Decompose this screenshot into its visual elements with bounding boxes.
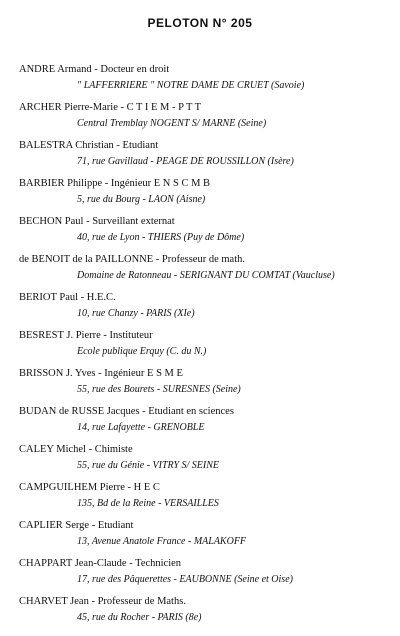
entry-name: BUDAN de RUSSE Jacques - Etudiant en sciences	[19, 406, 234, 417]
page-title: PELOTON N° 205	[147, 16, 253, 30]
roster-entry	[0, 520, 400, 560]
roster-entry	[0, 254, 400, 294]
roster-entry	[0, 140, 400, 180]
entry-name: BECHON Paul - Surveillant externat	[19, 216, 175, 227]
entry-name: BERIOT Paul - H.E.C.	[19, 292, 116, 303]
roster-entry	[0, 216, 400, 256]
entry-name: BALESTRA Christian - Etudiant	[19, 140, 159, 151]
entry-name: CAPLIER Serge - Etudiant	[19, 520, 134, 531]
entry-address: Ecole publique Erquy (C. du N.)	[77, 346, 207, 357]
entry-address: Central Tremblay NOGENT S/ MARNE (Seine)	[77, 118, 267, 129]
roster-entry	[0, 596, 400, 636]
entry-name: de BENOIT de la PAILLONNE - Professeur de math.	[19, 254, 245, 265]
roster-entry	[0, 444, 400, 484]
entry-address: 13, Avenue Anatole France - MALAKOFF	[77, 536, 247, 547]
roster-entry	[0, 330, 400, 370]
entry-name: CHAPPART Jean-Claude - Technicien	[19, 558, 182, 569]
entry-name: CAMPGUILHEM Pierre - H E C	[19, 482, 160, 493]
roster-entry	[0, 64, 400, 104]
roster-entry	[0, 292, 400, 332]
roster-entry	[0, 178, 400, 218]
entry-address: 10, rue Chanzy - PARIS (XIe)	[77, 308, 195, 319]
entry-name: BESREST J. Pierre - Instituteur	[19, 330, 153, 341]
roster-entry	[0, 558, 400, 598]
roster-entry	[0, 368, 400, 408]
entry-name: CALEY Michel - Chimiste	[19, 444, 133, 455]
entry-address: Domaine de Ratonneau - SERIGNANT DU COMTAT (Vaucluse)	[77, 270, 335, 281]
entry-address: 55, rue du Génie - VITRY S/ SEINE	[77, 460, 220, 471]
entry-name: BARBIER Philippe - Ingénieur E N S C M B	[19, 178, 211, 189]
roster-entry	[0, 102, 400, 142]
entry-name: CHARVET Jean - Professeur de Maths.	[19, 596, 186, 607]
entry-name: ANDRE Armand - Docteur en droit	[19, 64, 170, 75]
entry-address: 14, rue Lafayette - GRENOBLE	[77, 422, 205, 433]
entry-name: BRISSON J. Yves - Ingénieur E S M E	[19, 368, 183, 379]
entry-address: 40, rue de Lyon - THIERS (Puy de Dôme)	[77, 232, 245, 243]
roster-entry	[0, 482, 400, 522]
entry-address: 17, rue des Pâquerettes - EAUBONNE (Seine et Oise)	[77, 574, 293, 585]
roster-entry	[0, 406, 400, 446]
entry-address: " LAFFERRIERE " NOTRE DAME DE CRUET (Savoie)	[77, 80, 305, 91]
entry-name: ARCHER Pierre-Marie - C T I E M - P T T	[19, 102, 202, 113]
entry-address: 71, rue Gavillaud - PEAGE DE ROUSSILLON (Isère)	[77, 156, 294, 167]
entry-address: 5, rue du Bourg - LAON (Aisne)	[77, 194, 206, 205]
entry-address: 55, rue des Bourets - SURESNES (Seine)	[77, 384, 241, 395]
entry-address: 45, rue du Rocher - PARIS (8e)	[77, 612, 202, 623]
entry-address: 135, Bd de la Reine - VERSAILLES	[77, 498, 219, 509]
